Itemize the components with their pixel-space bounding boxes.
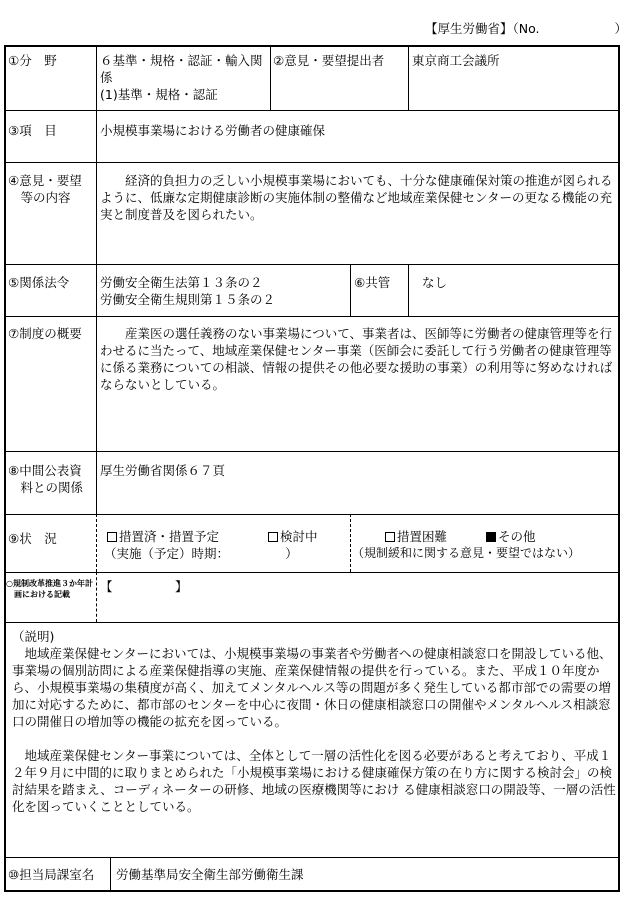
checkbox-empty-icon (385, 532, 395, 542)
status-label: ⑨状 況 (8, 531, 57, 546)
opinion-value: 経済的負担力の乏しい小規模事業場においても、十分な健康確保対策の推進が図られるように、低廉な定期健康診断の実施体制の整備など地域産業保健センターの更なる機能の充実と制度普及を図られたい。 (100, 173, 613, 222)
interim-label: ⑧中間公表資 料との関係 (8, 463, 84, 495)
col-divider-dashed (350, 514, 351, 572)
option-label: 措置済・措置予定 (119, 529, 220, 544)
option-label: その他 (498, 529, 536, 544)
system-value: 産業医の選任義務のない事業場について、事業者は、医師等に労働者の健康管理等を行わせるに当たって、地域産業保健センター事業（医師会に委託して行う労働者の健康管理等に係る業務についての相談、情報の提供その他必要な援助の事業）の利用等に努めなければならないとしている。 (100, 326, 613, 392)
submitter-label: ②意見・要望提出者 (273, 53, 385, 68)
implementation-date: （実施（予定）時期： ） (104, 546, 298, 561)
col-divider (96, 45, 97, 515)
option-label: 検討中 (280, 529, 318, 544)
kyokan-label: ⑥共管 (354, 275, 391, 290)
checkbox-empty-icon (107, 532, 117, 542)
department-value: 労働基準局安全衛生部労働衛生課 (116, 867, 304, 882)
opinion-label: ④意見・要望 等の内容 (8, 173, 82, 205)
ministry-header: 【厚生労働省】（No. ） (425, 21, 628, 36)
col-divider-dashed (96, 514, 97, 572)
field-value: ６基準・規格・認証・輸入関係 (1)基準・規格・認証 (100, 53, 263, 102)
plan-label: ○規制改革推進３か年計 画における記載 (6, 579, 93, 599)
interim-value: 厚生労働省関係６７頁 (100, 463, 226, 478)
explanation-paragraph: 地域産業保健センターにおいては、小規模事業場の事業者や労働者への健康相談窓口を開設している他、事業場の個別訪問による産業保健指導の実施、産業保健情報の提供を行っている。また、平成１０年度から、小規模事業場の集積度が高く、加えてメンタルヘルス等の問題が多く発生している都市部での需要の増加に対応するために、都市部のセンターを中心に夜間・休日の健康相談窓口の開催やメンタルヘルス相談窓口の開催日の増加等の機能の拡充を図っている。 (12, 646, 612, 729)
status-option-sonota[interactable] (486, 528, 536, 545)
status-option-sochizumi[interactable] (107, 528, 219, 545)
option-label: 措置困難 (397, 529, 448, 544)
submitter-value: 東京商工会議所 (412, 53, 500, 68)
status-option-kentouchu[interactable] (268, 528, 318, 545)
table-border-left (4, 45, 6, 892)
department-label: ⑩担当局課室名 (8, 867, 95, 882)
table-border-right (618, 45, 620, 892)
row-divider (4, 622, 619, 623)
table-border-bottom (4, 890, 620, 892)
explanation-heading: （説明) (12, 629, 55, 644)
status-option-konnan[interactable] (385, 528, 447, 545)
system-label: ⑦制度の概要 (8, 326, 82, 341)
col-divider (270, 45, 271, 111)
field-label: ①分 野 (8, 53, 57, 68)
status-note: （規制緩和に関する意見・要望ではない） (352, 546, 581, 560)
col-divider (350, 264, 351, 317)
col-divider (408, 264, 409, 317)
item-label: ③項 目 (8, 123, 57, 138)
row-divider (4, 857, 619, 858)
item-value: 小規模事業場における労働者の健康確保 (100, 123, 326, 138)
checkbox-empty-icon (268, 532, 278, 542)
col-divider (408, 45, 409, 111)
explanation-paragraph: 地域産業保健センター事業については、全体として一層の活性化を図る必要があると考えており、平成１２年９月に中間的に取りまとめられた「小規模事業場における健康確保方策の在り方に関する検討会」の検討結果を踏まえ、コーディネーターの研修、地域の医療機関等におけ る健康相談窓口の開設等、一層の活性化を図っていくこととしている。 (12, 748, 616, 814)
law-value: 労働安全衛生法第１３条の２ 労働安全衛生規則第１５条の２ (100, 275, 276, 307)
kyokan-value: なし (422, 275, 448, 290)
checkbox-filled-icon (486, 532, 496, 542)
plan-value: 【 】 (100, 579, 188, 594)
law-label: ⑤関係法令 (8, 275, 70, 290)
